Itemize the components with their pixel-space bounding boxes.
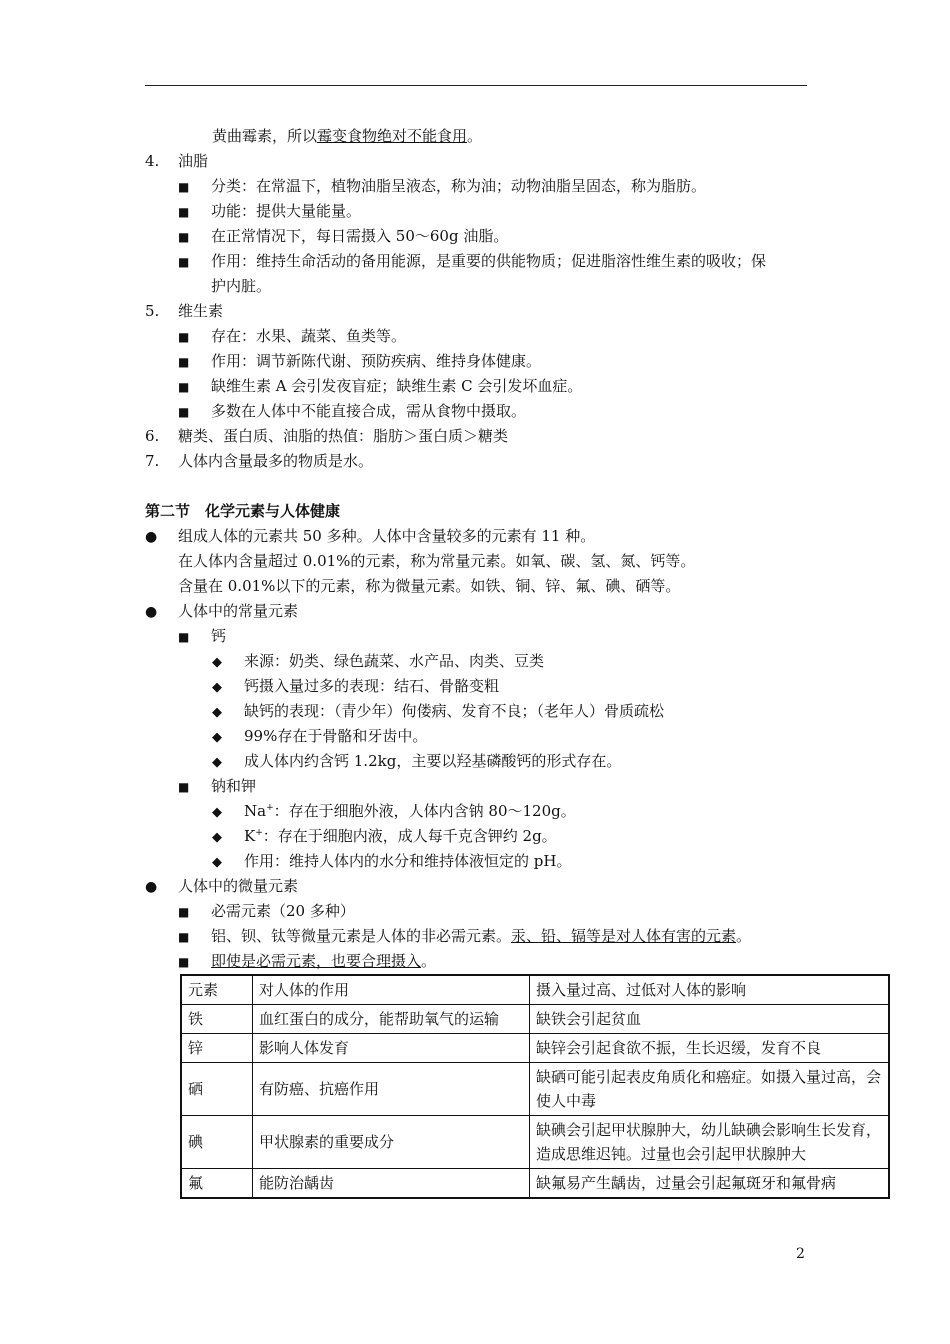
table-row (181, 1034, 889, 1063)
table-cell: 缺氟易产生龋齿，过量会引起氟斑牙和氟骨病 (530, 1169, 890, 1199)
subheading: ■ 钙 (178, 624, 226, 649)
list-item-continuation: 护内脏。 (211, 277, 272, 295)
table-cell: 缺硒可能引起表皮角质化和癌症。如摄入量过高，会使人中毒 (530, 1063, 890, 1116)
list-item: ◆ 缺钙的表现：（青少年）佝偻病、发育不良；（老年人）骨质疏松 (212, 699, 664, 724)
table-cell: 有防癌、抗癌作用 (253, 1063, 530, 1116)
table-header-cell: 元素 (181, 975, 253, 1005)
list-item: ■ 铝、钡、钛等微量元素是人体的非必需元素。汞、铅、镉等是对人体有害的元素。 (178, 924, 751, 949)
table-cell: 缺铁会引起贫血 (530, 1005, 890, 1034)
square-bullet-icon: ■ (178, 180, 190, 194)
diamond-bullet-icon: ◆ (212, 730, 222, 745)
list-item: ■ 即使是必需元素，也要合理摄入。 (178, 949, 436, 974)
diamond-bullet-icon: ◆ (212, 855, 222, 870)
table-header-row (181, 975, 889, 1005)
list-item: ◆ 作用：维持人体内的水分和维持体液恒定的 pH。 (212, 849, 571, 874)
diamond-bullet-icon: ◆ (212, 755, 222, 770)
section-7: 7. 人体内含量最多的物质是水。 (145, 452, 374, 470)
subheading: ■ 钠和钾 (178, 774, 256, 799)
diamond-bullet-icon: ◆ (212, 830, 222, 845)
table-header-cell: 对人体的作用 (253, 975, 530, 1005)
list-item: ◆ 来源：奶类、绿色蔬菜、水产品、肉类、豆类 (212, 649, 544, 674)
section-6: 6. 糖类、蛋白质、油脂的热值：脂肪＞蛋白质＞糖类 (145, 427, 509, 445)
trace-elements-table (180, 974, 890, 1199)
table-row (181, 1005, 889, 1034)
diamond-bullet-icon: ◆ (212, 680, 222, 695)
list-item: ■ 在正常情况下，每日需摄入 50～60g 油脂。 (178, 224, 508, 249)
table-cell: 缺碘会引起甲状腺肿大，幼儿缺碘会影响生长发育，造成思维迟钝。过量也会引起甲状腺肿大 (530, 1116, 890, 1169)
list-item: ■ 分类：在常温下，植物油脂呈液态，称为油；动物油脂呈固态，称为脂肪。 (178, 174, 706, 199)
diamond-bullet-icon: ◆ (212, 655, 222, 670)
list-item: ■ 功能：提供大量能量。 (178, 199, 361, 224)
table-cell: 碘 (181, 1116, 253, 1169)
intro-line: 含量在 0.01%以下的元素，称为微量元素。如铁、铜、锌、氟、碘、硒等。 (178, 577, 681, 595)
square-bullet-icon: ■ (178, 330, 190, 344)
page-number: 2 (796, 1246, 805, 1262)
diamond-bullet-icon: ◆ (212, 705, 222, 720)
top-fragment-underlined: 霉变食物绝对不能食用 (317, 127, 468, 145)
dot-bullet-icon: ● (145, 529, 158, 545)
square-bullet-icon: ■ (178, 905, 190, 919)
dot-bullet-icon: ● (145, 879, 158, 895)
section-4-heading: 4. 油脂 (145, 152, 209, 170)
table-cell: 能防治龋齿 (253, 1169, 530, 1199)
bullet-item: ● 组成人体的元素共 50 多种。人体中含量较多的元素有 11 种。 (145, 524, 595, 549)
table-cell: 影响人体发育 (253, 1034, 530, 1063)
square-bullet-icon: ■ (178, 780, 190, 794)
list-item: ◆ 钙摄入量过多的表现：结石、骨骼变粗 (212, 674, 499, 699)
table-cell: 铁 (181, 1005, 253, 1034)
top-fragment-text: 黄曲霉素，所以 (212, 127, 318, 145)
dot-bullet-icon: ● (145, 604, 158, 620)
table-row (181, 1063, 889, 1116)
header-rule (145, 85, 807, 86)
list-item: ■ 缺维生素 A 会引发夜盲症；缺维生素 C 会引发坏血症。 (178, 374, 582, 399)
bullet-item: ● 人体中的微量元素 (145, 874, 298, 899)
table-row (181, 1116, 889, 1169)
section-5-heading: 5. 维生素 (145, 302, 224, 320)
section-heading: 第二节 化学元素与人体健康 (145, 502, 341, 520)
list-item: ◆ 99%存在于骨骼和牙齿中。 (212, 724, 427, 749)
square-bullet-icon: ■ (178, 255, 190, 269)
list-item: ◆ K+：存在于细胞内液，成人每千克含钾约 2g。 (212, 824, 557, 849)
list-item: ◆ 成人体内约含钙 1.2kg，主要以羟基磷酸钙的形式存在。 (212, 749, 621, 774)
square-bullet-icon: ■ (178, 355, 190, 369)
square-bullet-icon: ■ (178, 630, 190, 644)
table-header-cell: 摄入量过高、过低对人体的影响 (530, 975, 890, 1005)
square-bullet-icon: ■ (178, 955, 190, 969)
list-item: ◆ Na+：存在于细胞外液，人体内含钠 80～120g。 (212, 799, 576, 824)
list-item: ■ 存在：水果、蔬菜、鱼类等。 (178, 324, 406, 349)
table-cell: 锌 (181, 1034, 253, 1063)
list-item: ■ 作用：调节新陈代谢、预防疾病、维持身体健康。 (178, 349, 541, 374)
table-row (181, 1169, 889, 1199)
table-cell: 缺锌会引起食欲不振，生长迟缓，发育不良 (530, 1034, 890, 1063)
square-bullet-icon: ■ (178, 930, 190, 944)
bullet-item: ● 人体中的常量元素 (145, 599, 298, 624)
list-item: ■ 作用：维持生命活动的备用能源，是重要的供能物质；促进脂溶性维生素的吸收；保 (178, 249, 766, 274)
square-bullet-icon: ■ (178, 205, 190, 219)
square-bullet-icon: ■ (178, 230, 190, 244)
diamond-bullet-icon: ◆ (212, 805, 222, 820)
table-cell: 甲状腺素的重要成分 (253, 1116, 530, 1169)
list-item: ■ 多数在人体中不能直接合成，需从食物中摄取。 (178, 399, 526, 424)
list-item: ■ 必需元素（20 多种） (178, 899, 355, 924)
intro-line: 在人体内含量超过 0.01%的元素，称为常量元素。如氧、碳、氢、氮、钙等。 (178, 552, 696, 570)
table-cell: 血红蛋白的成分，能帮助氧气的运输 (253, 1005, 530, 1034)
table-cell: 硒 (181, 1063, 253, 1116)
table-cell: 氟 (181, 1169, 253, 1199)
square-bullet-icon: ■ (178, 405, 190, 419)
top-fragment: 黄曲霉素，所以霉变食物绝对不能食用。 (212, 127, 483, 145)
square-bullet-icon: ■ (178, 380, 190, 394)
